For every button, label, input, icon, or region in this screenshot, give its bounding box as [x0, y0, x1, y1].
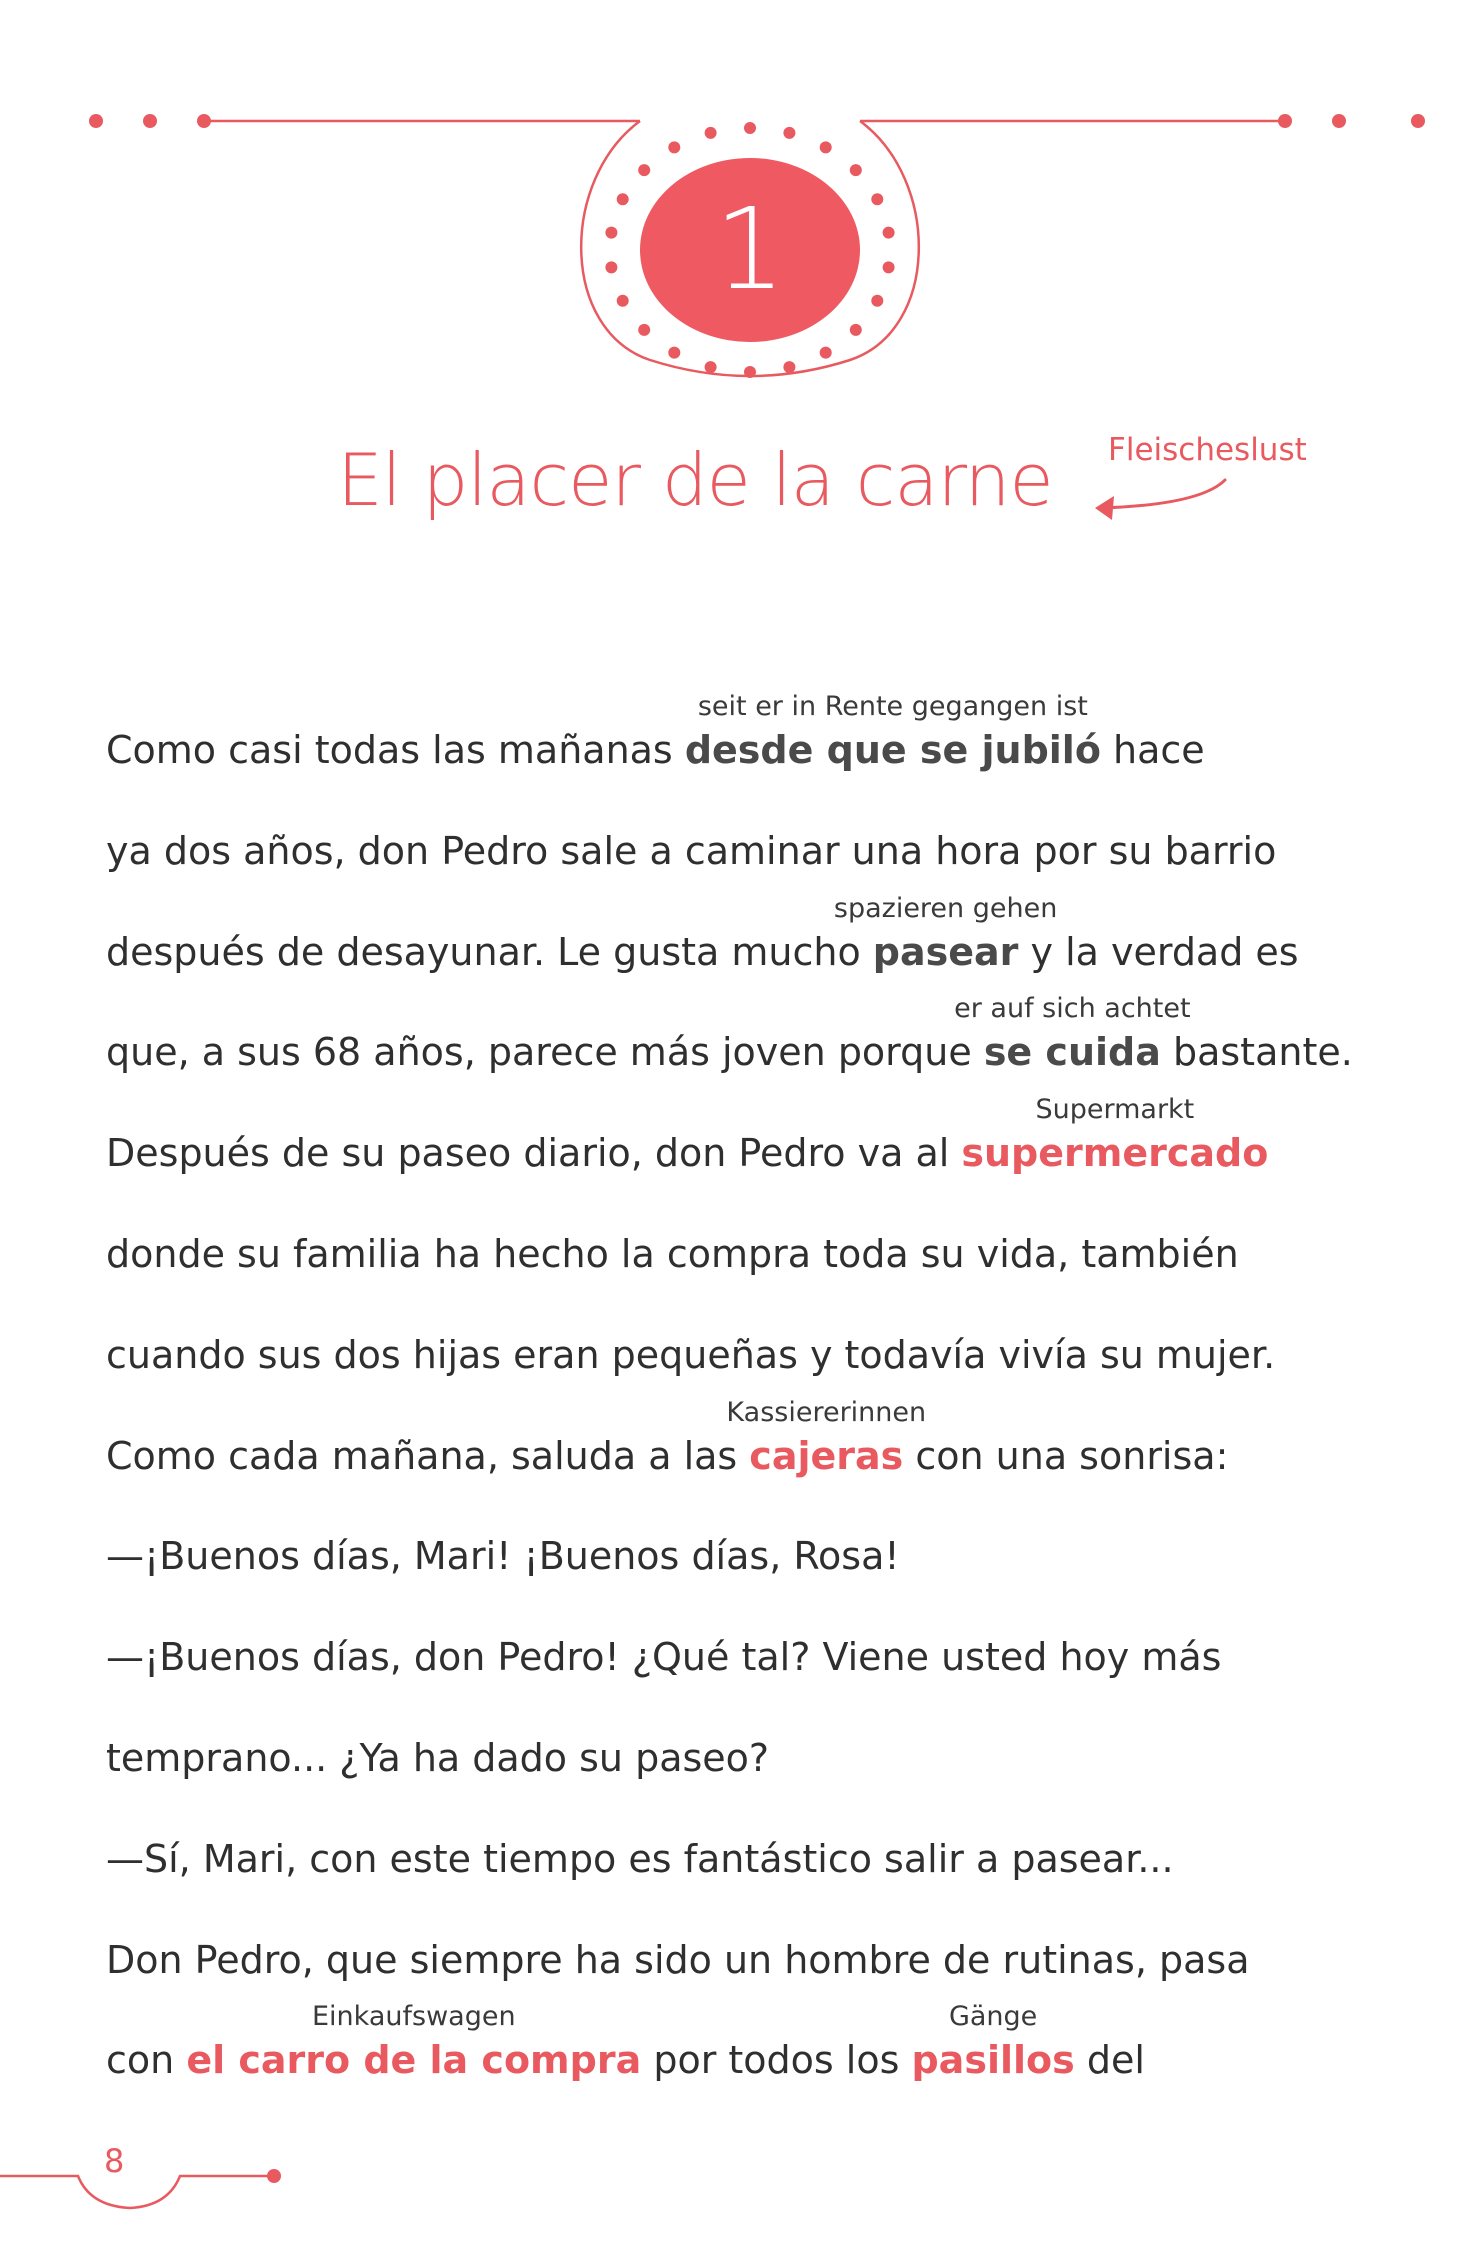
- text-run: después de desayunar. Le gusta mucho: [106, 929, 873, 974]
- text-run: donde su familia ha hecho la compra toda su vida, también: [106, 1232, 1239, 1276]
- text-run: con: [106, 2038, 187, 2083]
- vocab-keyword-text: cajeras: [749, 1433, 904, 1478]
- vocab-gloss: spazieren gehen: [833, 892, 1058, 924]
- vocab-keyword-text: supermercado: [961, 1131, 1269, 1176]
- vocab-gloss: Supermarkt: [1035, 1094, 1195, 1126]
- vocab-keyword-text: se cuida: [983, 1030, 1161, 1075]
- text-run: con una sonrisa:: [903, 1433, 1229, 1478]
- text-run: Como casi todas las mañanas: [106, 728, 685, 772]
- page-number: 8: [104, 2142, 125, 2180]
- text-run: por todos los: [641, 2038, 912, 2083]
- vocab-gloss: Kassiererinnen: [726, 1396, 927, 1428]
- chapter-number: 1: [714, 185, 786, 315]
- text-run: Don Pedro, que siempre ha sido un hombre de rutinas, pasa: [106, 1937, 1250, 1982]
- vocab-gloss: Einkaufswagen: [312, 2001, 516, 2033]
- vocab-keyword-text: pasear: [872, 929, 1019, 974]
- text-run: y la verdad es: [1018, 929, 1299, 974]
- text-run: del: [1074, 2038, 1145, 2083]
- text-run: Como cada mañana, saluda a las: [106, 1433, 750, 1478]
- text-run: —Sí, Mari, con este tiempo es fantástico salir a pasear...: [106, 1836, 1174, 1881]
- text-run: Después de su paseo diario, don Pedro va al: [106, 1131, 962, 1176]
- vocab-keyword-text: el carro de la compra: [186, 2038, 642, 2083]
- chapter-title-gloss: Fleischeslust: [1108, 432, 1307, 468]
- text-run: hace: [1100, 728, 1205, 772]
- vocab-keyword-text: pasillos: [911, 2038, 1075, 2083]
- text-run: que, a sus 68 años, parece más joven porque: [106, 1030, 984, 1075]
- text-run: bastante.: [1160, 1030, 1353, 1075]
- vocab-gloss: seit er in Rente gegangen ist: [697, 691, 1088, 722]
- chapter-title: El placer de la carne: [337, 438, 1053, 522]
- text-run: —¡Buenos días, don Pedro! ¿Qué tal? Viene usted hoy más: [106, 1635, 1222, 1680]
- vocab-keyword-text: desde que se jubiló: [684, 728, 1101, 772]
- vocab-gloss: er auf sich achtet: [954, 993, 1191, 1025]
- vocab-gloss: Gänge: [948, 2001, 1038, 2033]
- text-run: cuando sus dos hijas eran pequeñas y todavía vivía su mujer.: [106, 1332, 1276, 1377]
- text-run: ya dos años, don Pedro sale a caminar una hora por su barrio: [106, 828, 1277, 873]
- text-run: temprano... ¿Ya ha dado su paseo?: [106, 1736, 770, 1780]
- text-run: —¡Buenos días, Mari! ¡Buenos días, Rosa!: [106, 1534, 900, 1579]
